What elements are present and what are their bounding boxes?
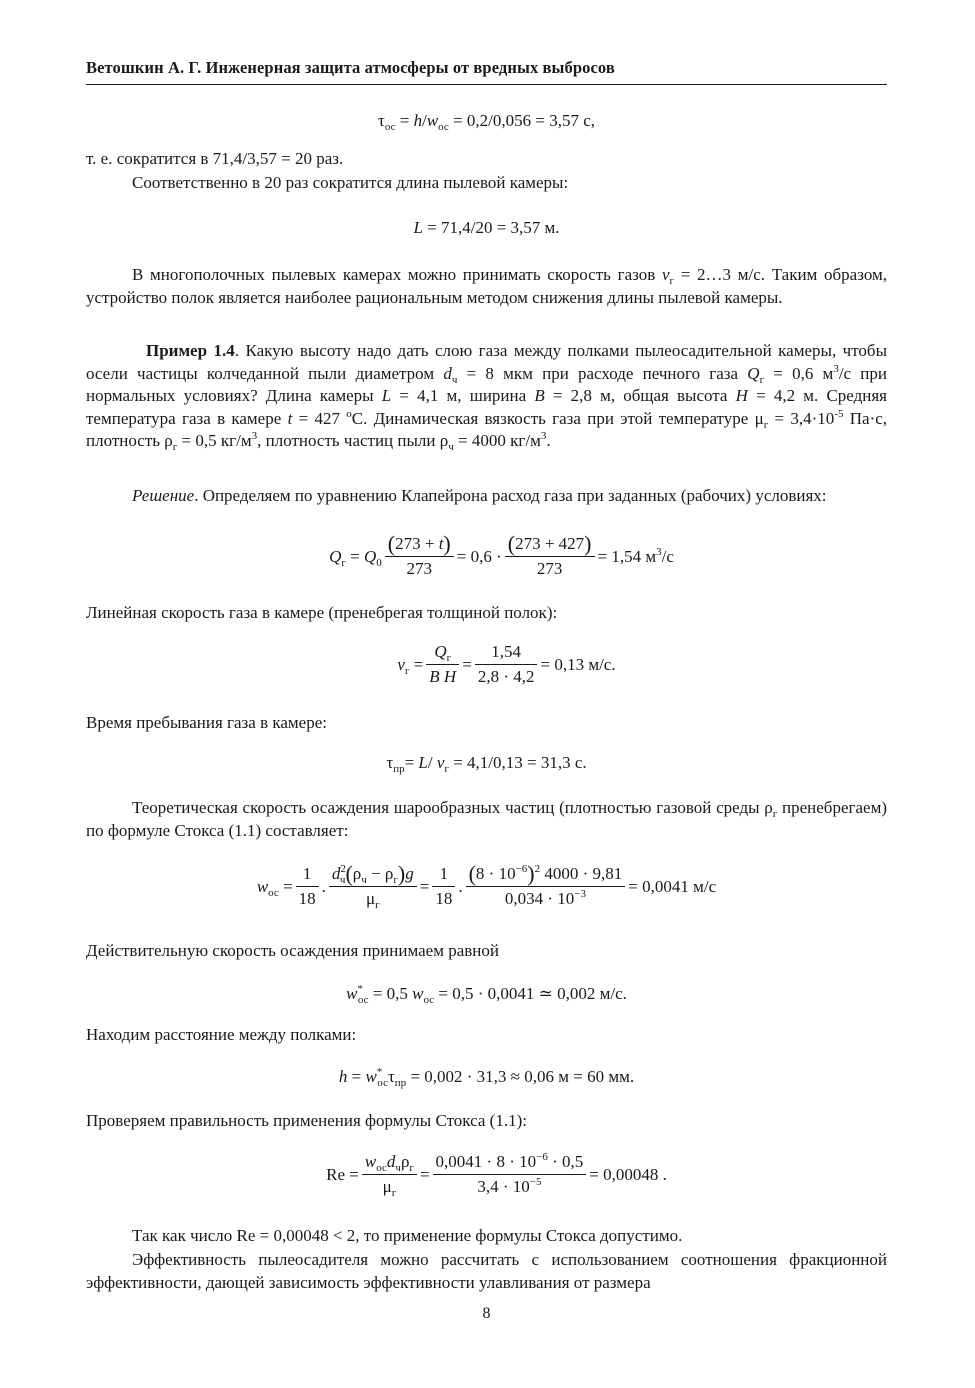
equation-gas-flow: $Q_г = Q_0$ $\frac{(273 + t)}{273}$ = 0,6 · $\frac{(273 + 427)}{273}$ = 1,54 $м^3/с$ [329,531,674,578]
paragraph: Линейная скорость газа в камере (пренебрегая толщиной полок): [86,603,558,622]
paragraph: Время пребывания газа в камере: [86,713,327,732]
paragraph: Проверяем правильность применения формулы Стокса (1.1): [86,1111,527,1130]
equation-stokes-velocity: $w_{ос}$ = $\frac{1}{18}$ . $\frac{d^2_ч(\rho_ч - \rho_г)g}{\mu_г}$ = $\frac{1}{18}$ . $\frac{(8 \cdot 10^{-6})^2 4000 \cdot 9,81}{0,034 \cdot 10^{-3}}$ = 0,0041 м/с [256,861,717,911]
equation-reynolds: Re = $\frac{w_{ос}d_ч\rho_г}{\mu_г}$ = $\frac{0,0041 \cdot 8 \cdot 10^{-6} \cdot 0,5}{3,4 \cdot 10^{-5}}$ = 0,00048 . [326,1151,667,1199]
equation-settling-time: $\tau_{ос} = h/w_{ос} = 0,2/0,056 = 3,57$ с, [377,111,596,133]
running-header: Ветошкин А. Г. Инженерная защита атмосферы от вредных выбросов [86,58,887,85]
paragraph: В многополочных пылевых камерах можно принимать скорость газов $v_г$ = 2…3 м/с. Таким образом, устройство полок является наиболее рациональным методом снижения длины пылевой камеры. [86,265,888,307]
equation-shelf-distance: $h = w^*_{ос}\tau_{пр} = 0,002 \cdot 31,3 \approx 0,06$ м = 60 мм. [338,1066,635,1089]
paragraph: Находим расстояние между полками: [86,1025,357,1044]
paragraph: Так как число Re = 0,00048 < 2, то применение формулы Стокса допустимо. [132,1226,683,1245]
equation-chamber-length: L = 71,4/20 = 3,57 м. [413,218,560,237]
paragraph-solution: Решение. Определяем по уравнению Клапейрона расход газа при заданных (рабочих) условиях: [132,486,827,505]
equation-actual-velocity: $w^*_{ос} = 0,5$ $w_{ос} = 0,5 \cdot 0,0041$ ≃ 0,002 м/с. [346,983,627,1006]
paragraph: Эффективность пылеосадителя можно рассчитать с использованием соотношения фракционной эффективности, дающей зависимость эффективности улавливания от размера [86,1250,887,1292]
page-number: 8 [482,1305,491,1322]
equation-residence-time: $\tau_{пр}= L/$ $v_г = 4,1/0,13 = 31,3$ с. [386,753,587,775]
paragraph: Теоретическая скорость осаждения шарообразных частиц (плотностью газовой среды $\rho_г$ пренебрегаем) по формуле Стокса (1.1) составляет: [86,798,887,840]
paragraph: Действительную скорость осаждения принимаем равной [86,941,499,960]
paragraph: т. е. сократится в 71,4/3,57 = 20 раз. [86,149,344,168]
paragraph: Соответственно в 20 раз сократится длина пылевой камеры: [132,173,569,192]
paragraph-example: Пример 1.4. Какую высоту надо дать слою газа между полками пылеосадительной камеры, чтобы осели частицы колчеданной пыли диаметром $d_ч = 8$ мкм при расходе печного газа $Q_г = 0,6$ $м^3/с$ при нормальных условиях? Длина камеры L = 4,1 м, ширина B = 2,8 м, общая высота H = 4,2 м. Средняя температура газа в камере t = 427 $^o$С. Динамическая вязкость газа при этой температуре $\mu_г = 3,4\cdot 10^{-5}$ Па·с, плотность $\rho_г = 0,5$ $кг/м^3$, плотность частиц пыли $\rho_ч = 4000$ $кг/м^3$. [86,341,888,454]
equation-gas-velocity: $v_г$ = $\frac{Q_г}{\text{B H}}$ = $\frac{1,54}{2,8 \cdot 4,2}$ = 0,13 м/с. [397,642,616,686]
